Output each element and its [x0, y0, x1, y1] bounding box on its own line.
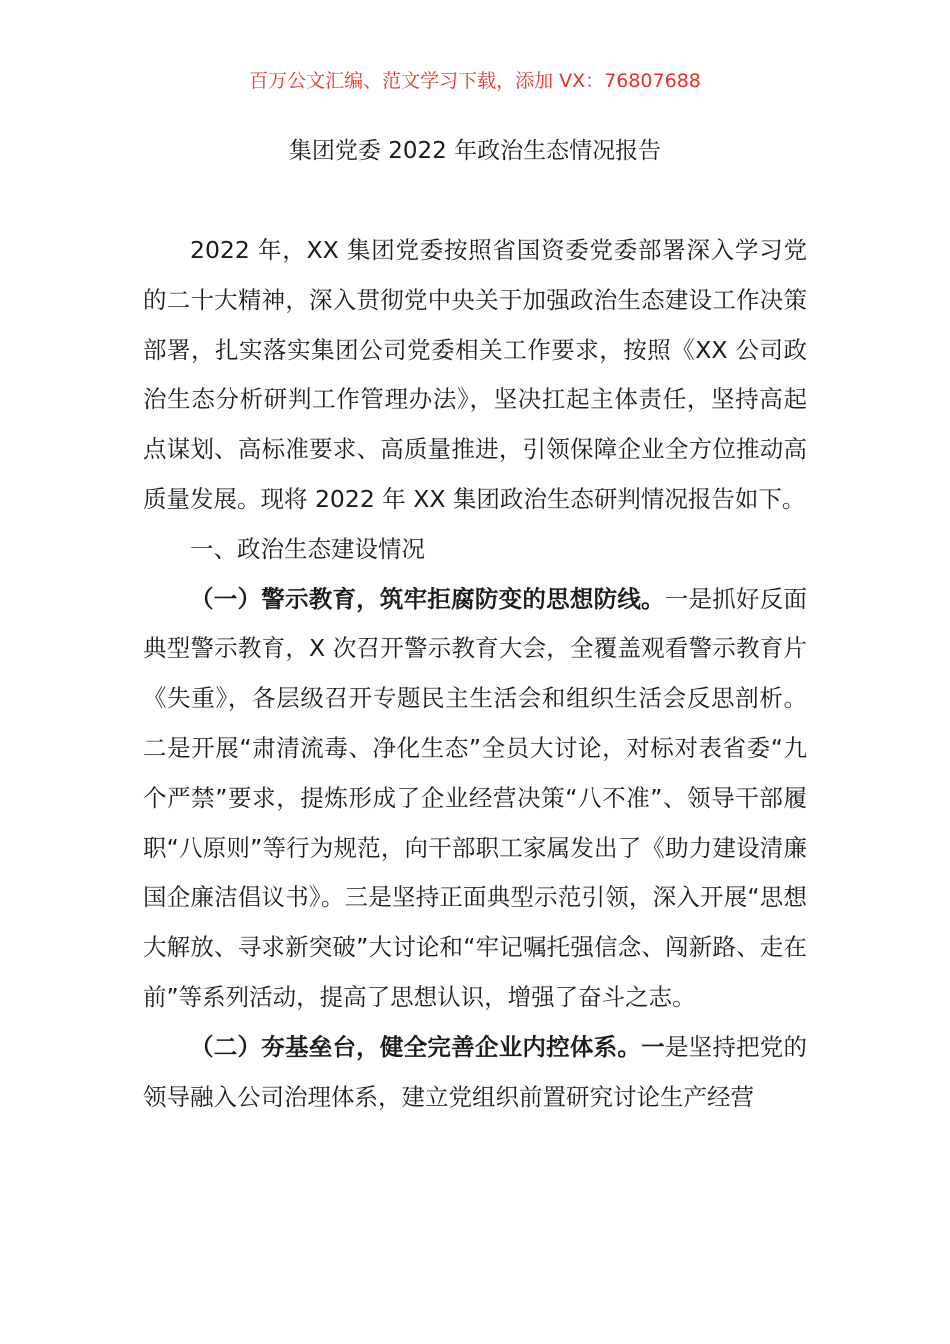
subsection-1-heading: （一）警示教育，筑牢拒腐防变的思想防线。	[190, 584, 665, 613]
subsection-2-heading: （二）夯基垒台，健全完善企业内控体系。	[190, 1032, 642, 1061]
subsection-2-body: 是坚持把党的领导融入公司治理体系，建立党组织前置研究讨论生产经营	[143, 1032, 808, 1111]
subsection-1-paragraph	[143, 575, 807, 1023]
intro-paragraph: 2022 年，XX 集团党委按照省国资委党委部署深入学习党的二十大精神，深入贯彻党中央关于加强政治生态建设工作决策部署，扎实落实集团公司党委相关工作要求，按照《XX 公司政治生态分析研判工作管理办法》，坚决扛起主体责任，坚持高起点谋划、高标准要求、高质量推进，引领保障企业全方位推动高质量发展。现将 2022 年 XX 集团政治生态研判情况报告如下。	[143, 236, 807, 513]
subsection-2-body-lead: 一	[641, 1032, 665, 1061]
document-title: 集团党委 2022 年政治生态情况报告	[288, 138, 662, 164]
watermark-header: 百万公文汇编、范文学习下载，添加 VX：76807688	[249, 70, 701, 92]
section-heading: 一、政治生态建设情况	[190, 534, 425, 563]
subsection-1-body: 一是抓好反面典型警示教育，X 次召开警示教育大会，全覆盖观看警示教育片《失重》，各层级召开专题民主生活会和组织生活会反思剖析。二是开展“肃清流毒、净化生态”全员大讨论，对标对表省委“九个严禁”要求，提炼形成了企业经营决策“八不准”、领导干部履职“八原则”等行为规范，向干部职工家属发出了《助力建设清廉国企廉洁倡议书》。三是坚持正面典型示范引领，深入开展“思想大解放、寻求新突破”大讨论和“牢记嘱托强信念、闯新路、走在前”等系列活动，提高了思想认识，增强了奋斗之志。	[143, 584, 808, 1011]
document-body	[143, 226, 807, 1122]
subsection-2-paragraph	[143, 1023, 807, 1123]
